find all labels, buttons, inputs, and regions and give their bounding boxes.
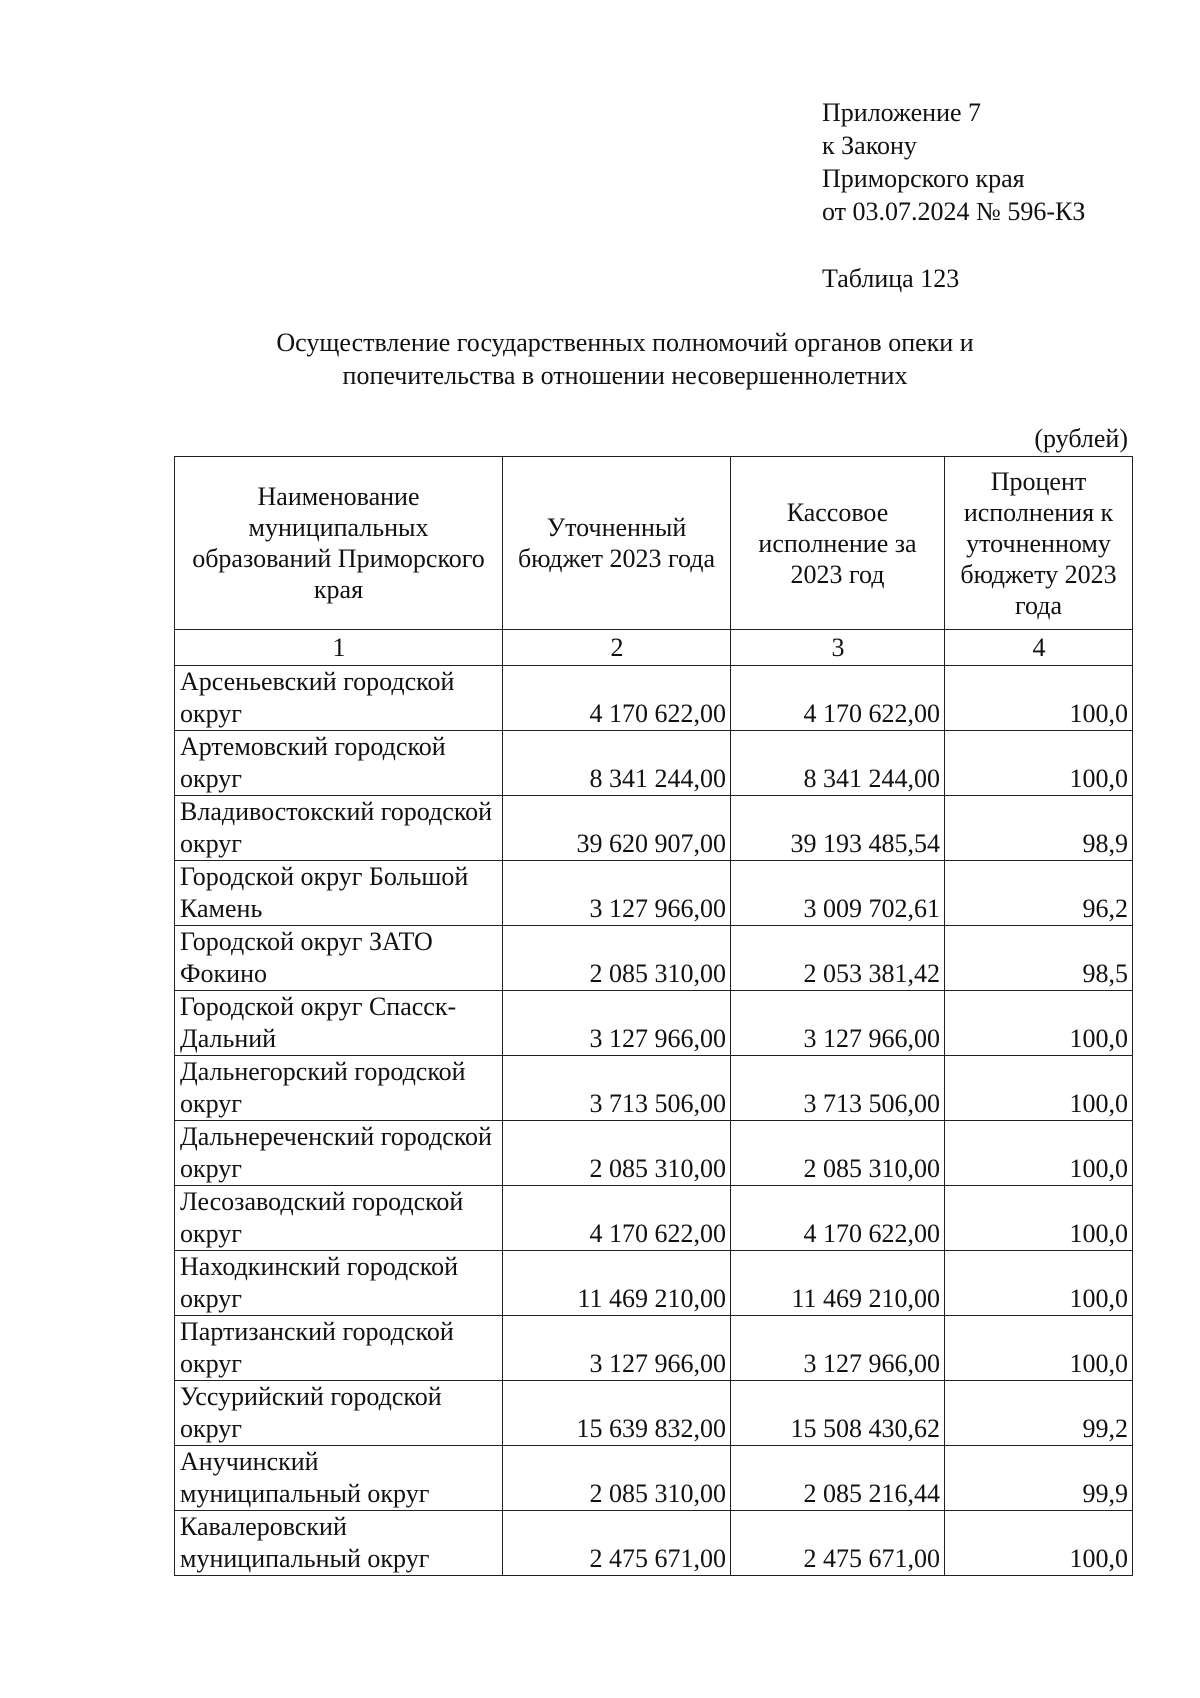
municipality-name-cell: Кавалеровский муниципальный округ bbox=[175, 1511, 503, 1576]
execution-cell: 15 508 430,62 bbox=[731, 1381, 945, 1446]
header-execution: Кассовое исполнение за 2023 год bbox=[731, 457, 945, 630]
execution-cell: 4 170 622,00 bbox=[731, 666, 945, 731]
budget-cell: 4 170 622,00 bbox=[503, 1186, 731, 1251]
municipality-name-cell: Арсеньевский городской округ bbox=[175, 666, 503, 731]
table-row bbox=[175, 926, 1133, 991]
municipality-name-cell: Анучинский муниципальный округ bbox=[175, 1446, 503, 1511]
municipality-name-cell: Партизанский городской округ bbox=[175, 1316, 503, 1381]
budget-cell: 39 620 907,00 bbox=[503, 796, 731, 861]
execution-cell: 2 085 216,44 bbox=[731, 1446, 945, 1511]
table-row bbox=[175, 1056, 1133, 1121]
percent-cell: 100,0 bbox=[945, 1186, 1133, 1251]
document-title-line-2: попечительства в отношении несовершеннолетних bbox=[342, 361, 908, 390]
budget-cell: 2 475 671,00 bbox=[503, 1511, 731, 1576]
table-row bbox=[175, 1381, 1133, 1446]
table-row bbox=[175, 1511, 1133, 1576]
table-row bbox=[175, 666, 1133, 731]
budget-cell: 3 127 966,00 bbox=[503, 991, 731, 1056]
budget-table bbox=[174, 456, 1133, 1576]
percent-cell: 100,0 bbox=[945, 991, 1133, 1056]
execution-cell: 3 127 966,00 bbox=[731, 1316, 945, 1381]
column-number: 2 bbox=[503, 630, 731, 666]
municipality-name-cell: Дальнереченский городской округ bbox=[175, 1121, 503, 1186]
budget-cell: 3 127 966,00 bbox=[503, 1316, 731, 1381]
appendix-reference bbox=[822, 96, 1085, 228]
appendix-law-date: от 03.07.2024 № 596-КЗ bbox=[822, 197, 1086, 226]
column-number-row bbox=[175, 630, 1133, 666]
percent-cell: 100,0 bbox=[945, 1121, 1133, 1186]
table-header-row bbox=[175, 457, 1133, 630]
budget-cell: 3 713 506,00 bbox=[503, 1056, 731, 1121]
percent-cell: 99,9 bbox=[945, 1446, 1133, 1511]
percent-cell: 98,5 bbox=[945, 926, 1133, 991]
table-row bbox=[175, 861, 1133, 926]
municipality-name-cell: Владивостокский городской округ bbox=[175, 796, 503, 861]
percent-cell: 96,2 bbox=[945, 861, 1133, 926]
percent-cell: 100,0 bbox=[945, 731, 1133, 796]
percent-cell: 98,9 bbox=[945, 796, 1133, 861]
document-title bbox=[180, 326, 1070, 392]
municipality-name-cell: Городской округ Большой Камень bbox=[175, 861, 503, 926]
header-municipality: Наименование муниципальных образований Приморского края bbox=[175, 457, 503, 630]
header-percent: Процент исполнения к уточненному бюджету 2023 года bbox=[945, 457, 1133, 630]
budget-cell: 2 085 310,00 bbox=[503, 1446, 731, 1511]
appendix-law-ref: к Закону bbox=[822, 131, 917, 160]
appendix-number: Приложение 7 bbox=[822, 98, 982, 127]
budget-cell: 4 170 622,00 bbox=[503, 666, 731, 731]
table-row bbox=[175, 1186, 1133, 1251]
table-row bbox=[175, 991, 1133, 1056]
percent-cell: 100,0 bbox=[945, 1511, 1133, 1576]
execution-cell: 2 053 381,42 bbox=[731, 926, 945, 991]
execution-cell: 39 193 485,54 bbox=[731, 796, 945, 861]
execution-cell: 2 475 671,00 bbox=[731, 1511, 945, 1576]
budget-cell: 2 085 310,00 bbox=[503, 1121, 731, 1186]
municipality-name-cell: Находкинский городской округ bbox=[175, 1251, 503, 1316]
percent-cell: 100,0 bbox=[945, 666, 1133, 731]
percent-cell: 99,2 bbox=[945, 1381, 1133, 1446]
table-row bbox=[175, 1316, 1133, 1381]
table-row bbox=[175, 1121, 1133, 1186]
document-title-line-1: Осуществление государственных полномочий органов опеки и bbox=[276, 328, 974, 357]
municipality-name-cell: Лесозаводский городской округ bbox=[175, 1186, 503, 1251]
table-row bbox=[175, 1251, 1133, 1316]
execution-cell: 3 713 506,00 bbox=[731, 1056, 945, 1121]
column-number: 1 bbox=[175, 630, 503, 666]
table-row bbox=[175, 731, 1133, 796]
table-row bbox=[175, 796, 1133, 861]
execution-cell: 4 170 622,00 bbox=[731, 1186, 945, 1251]
execution-cell: 3 127 966,00 bbox=[731, 991, 945, 1056]
budget-cell: 2 085 310,00 bbox=[503, 926, 731, 991]
column-number: 4 bbox=[945, 630, 1133, 666]
execution-cell: 2 085 310,00 bbox=[731, 1121, 945, 1186]
percent-cell: 100,0 bbox=[945, 1316, 1133, 1381]
municipality-name-cell: Городской округ Спасск-Дальний bbox=[175, 991, 503, 1056]
units-label: (рублей) bbox=[1034, 424, 1128, 453]
execution-cell: 8 341 244,00 bbox=[731, 731, 945, 796]
municipality-name-cell: Артемовский городской округ bbox=[175, 731, 503, 796]
execution-cell: 3 009 702,61 bbox=[731, 861, 945, 926]
column-number: 3 bbox=[731, 630, 945, 666]
municipality-name-cell: Дальнегорский городской округ bbox=[175, 1056, 503, 1121]
table-body bbox=[175, 630, 1133, 1576]
appendix-region: Приморского края bbox=[822, 164, 1025, 193]
budget-cell: 3 127 966,00 bbox=[503, 861, 731, 926]
municipality-name-cell: Уссурийский городской округ bbox=[175, 1381, 503, 1446]
table-number-label: Таблица 123 bbox=[822, 264, 960, 293]
execution-cell: 11 469 210,00 bbox=[731, 1251, 945, 1316]
table-row bbox=[175, 1446, 1133, 1511]
header-budget: Уточненный бюджет 2023 года bbox=[503, 457, 731, 630]
percent-cell: 100,0 bbox=[945, 1251, 1133, 1316]
budget-cell: 11 469 210,00 bbox=[503, 1251, 731, 1316]
percent-cell: 100,0 bbox=[945, 1056, 1133, 1121]
municipality-name-cell: Городской округ ЗАТО Фокино bbox=[175, 926, 503, 991]
budget-cell: 8 341 244,00 bbox=[503, 731, 731, 796]
budget-cell: 15 639 832,00 bbox=[503, 1381, 731, 1446]
